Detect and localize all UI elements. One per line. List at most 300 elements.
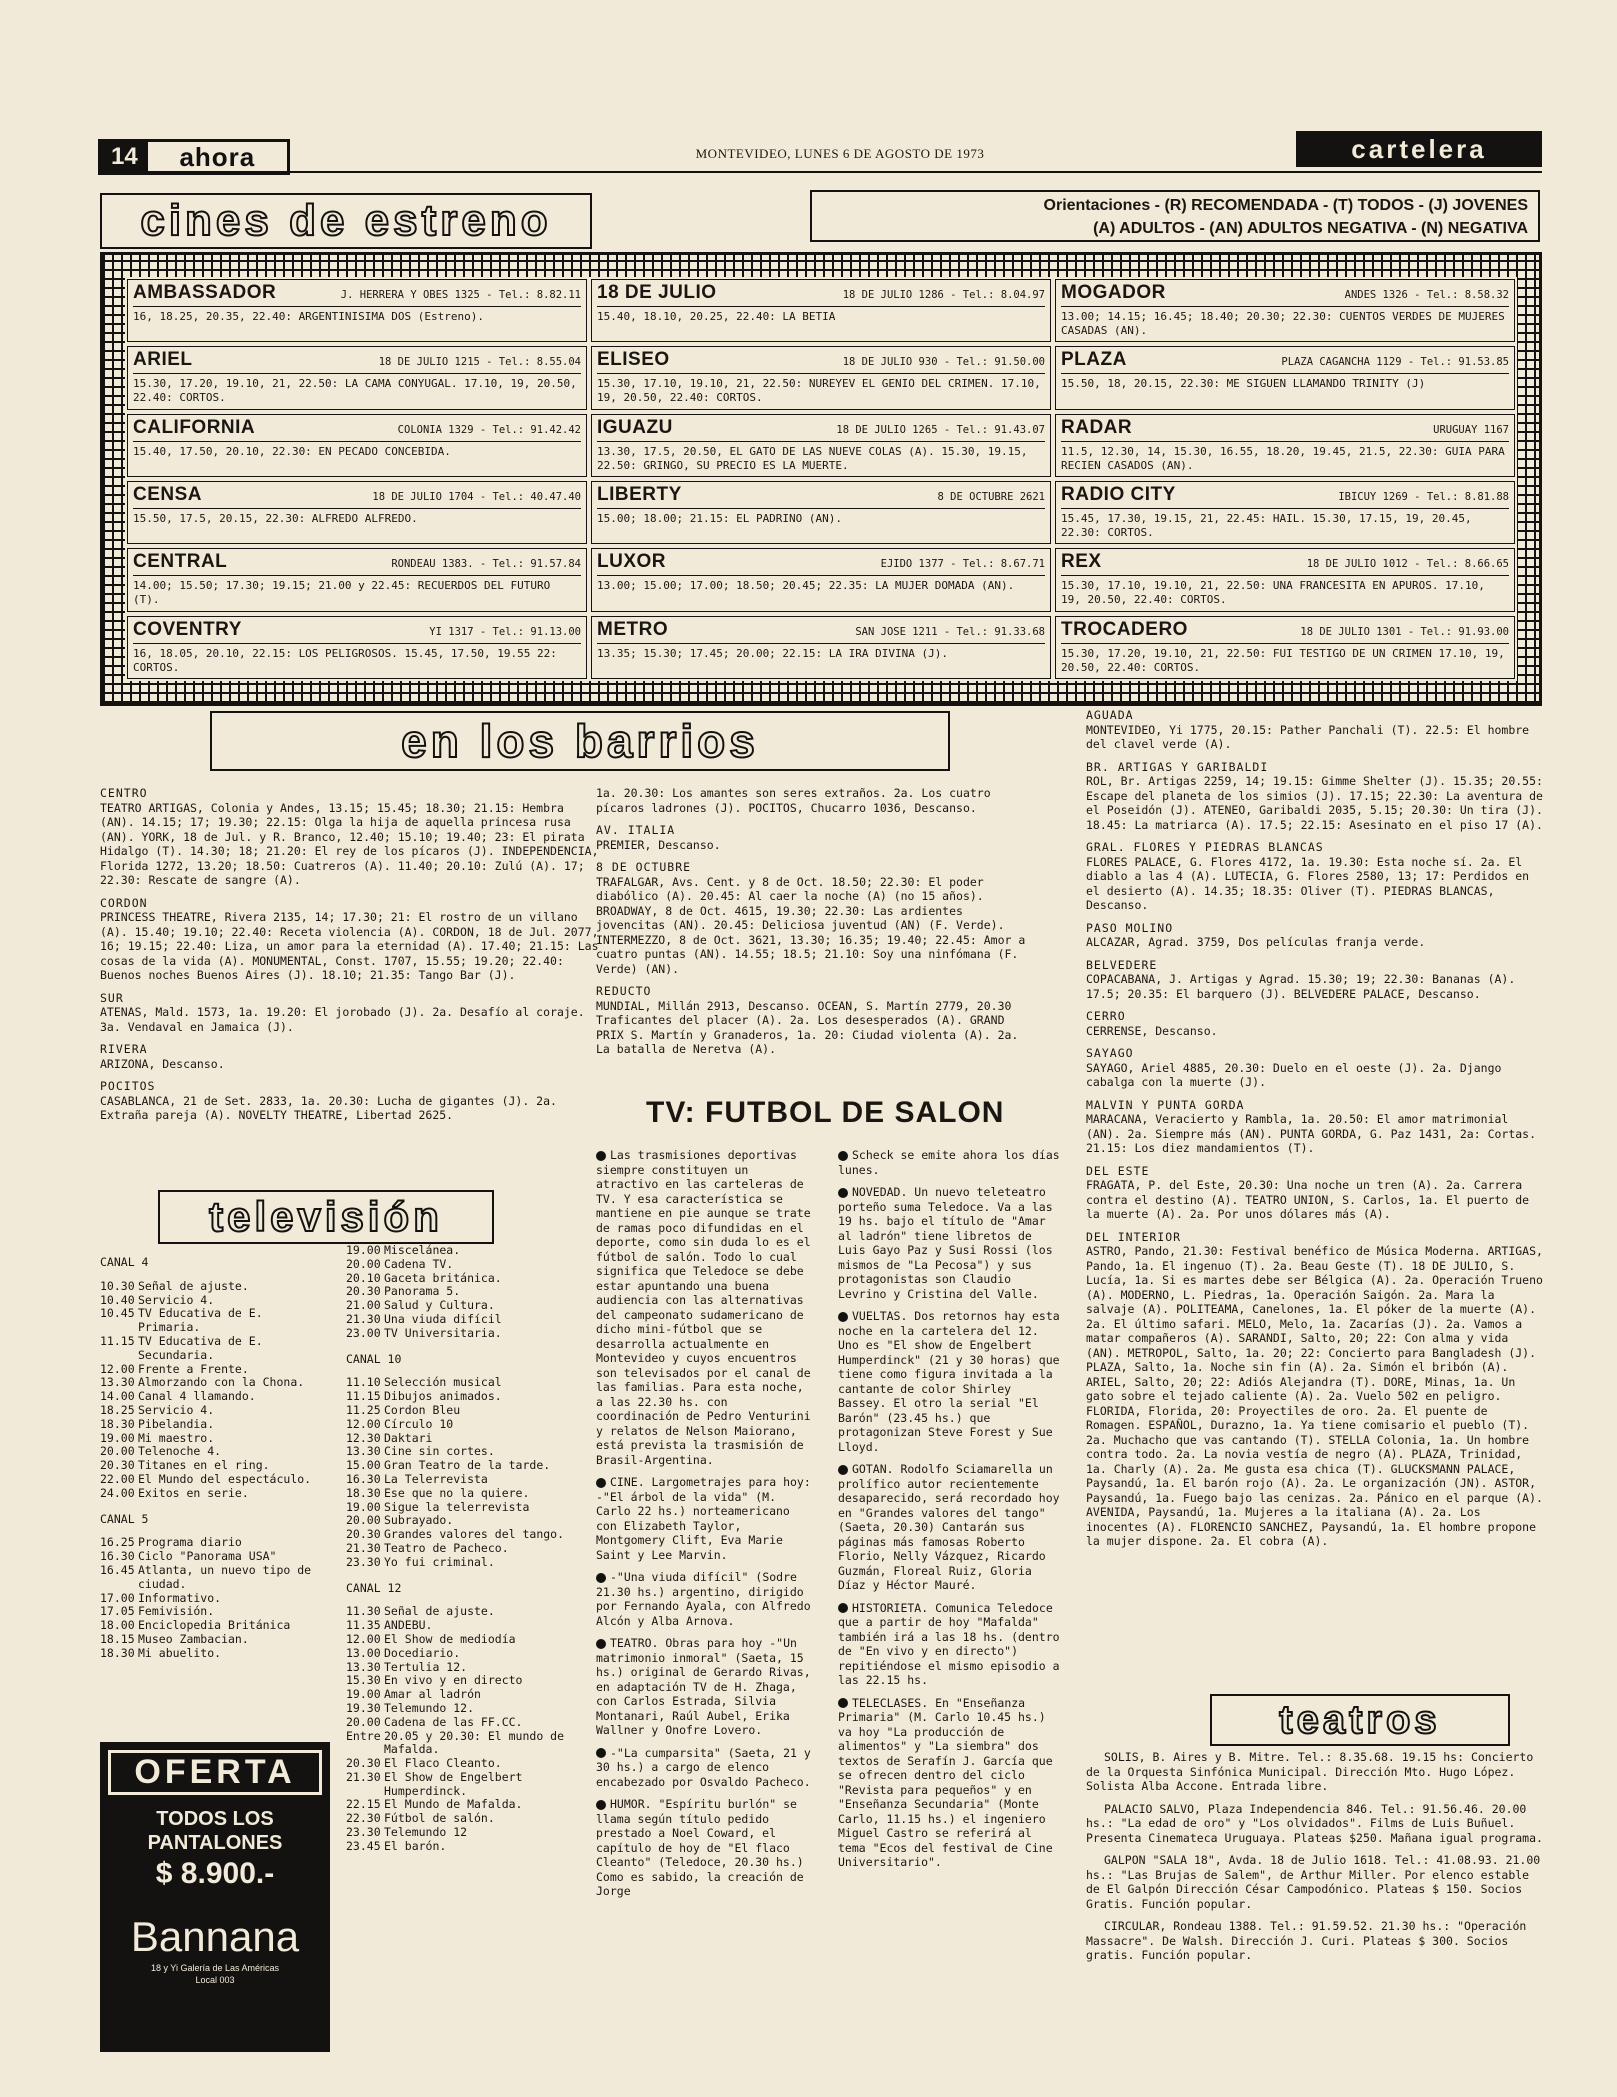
cinema-listing [127,481,587,544]
program-title: El Show de Engelbert Humperdinck. [384,1769,523,1798]
program-title: TV Educativa de E. Primaria. [138,1306,263,1335]
channel-label: CANAL 5 [100,1511,149,1526]
cinema-showtimes: 15.30, 17.20, 19.10, 21, 22.50: FUI TESTIGO DE UN CRIMEN 17.10, 19, 20.50, 22.40: CORTOS. [1061,646,1505,674]
tv-program-row [346,1771,574,1799]
tv-program-row [346,1244,574,1258]
barrio-text: ROL, Br. Artigas 2259, 14; 19.15: Gimme Shelter (J). 15.35; 20.55: Escape del planeta de los simios (J). 17.15; 22.30: La aventura de el Poseidón (J). ATENEO, Garibaldi 2035, 5.15; 20.30: Un tira (J). 18.45: La matriarca (A). 17.5; 22.15: Asesinato en el piso 17 (A). [1086,774,1543,832]
cinema-name: METRO [597,618,669,640]
article-paragraph [838,1462,1060,1593]
legend-line: Orientaciones - (R) RECOMENDADA - (T) TODOS - (J) JOVENES [1043,197,1528,214]
tv-program-row [100,1445,330,1459]
cinema-address: ANDES 1326 - Tel.: 8.58.32 [1344,289,1509,301]
program-time: 18.30 [100,1416,135,1431]
tv-listings-right [346,1244,574,1854]
cinema-address: IBICUY 1269 - Tel.: 8.81.88 [1338,491,1509,503]
tv-program-row [346,1826,574,1840]
tv-program-row [346,1702,574,1716]
cinema-showtimes: 15.00; 18.00; 21.15: EL PADRINO (AN). [597,512,843,525]
cinema-header [133,551,581,576]
barrio-section [596,984,1026,1057]
program-time: 20.00 [100,1444,135,1459]
tv-program-row [100,1473,330,1487]
program-title: Mi abuelito. [138,1645,222,1660]
barrio-text: FRAGATA, P. del Este, 20.30: Una noche un tren (A). 2a. Carrera contra el destino (A). TEATRO UNION, S. Carlos, 1a. El puerto de la muerte (A). 2a. Por unos dólares más (A). [1086,1178,1530,1221]
program-title: Grandes valores del tango. [384,1527,565,1542]
cinema-address: EJIDO 1377 - Tel.: 8.67.71 [880,558,1045,571]
cinema-address: SAN JOSE 1211 - Tel.: 91.33.68 [855,625,1045,638]
program-time: 15.00 [346,1458,381,1473]
program-time: 11.35 [346,1618,381,1633]
tv-program-row [346,1556,574,1570]
tv-program-row [100,1390,330,1404]
cinema-name: COVENTRY [133,618,242,640]
program-title: Yo fui criminal. [384,1554,495,1569]
ad-address: 18 y Yi Galería de Las Américas [150,1963,280,1973]
article-paragraph [838,1185,1060,1301]
barrio-text: CERRENSE, Descanso. [1086,1023,1218,1038]
article-text: GOTAN. Rodolfo Sciamarella un prolífico autor recientemente desaparecido, será recordado hoy en "Grandes valores del tango" (Saeta, 20.30) Cantarán sus páginas más famosas Roberto Florio, Nelly Vázquez, Ricardo Guzmán, Floreal Ruiz, Gloria Díaz y Héctor Mauré. [838,1462,1060,1592]
program-title: Mi maestro. [138,1430,215,1445]
bullet-icon [596,1478,606,1488]
article-paragraph [596,1475,816,1562]
article-text: Las trasmisiones deportivas siempre constituyen un atractivo en las carteleras de TV. Y esa característica se mantiene en pie aunque se trate de ramas poco difundidas en el deporte, como sin duda lo es el fútbol de salón. Todo lo cual significa que Teledoce se debe estar apuntando una buena audiencia con las alternativas del campeonato sudamericano de dicho mini-fútbol que se desarrolla actualmente en Montevideo y cuyos encuentros son televisados por el canal de las familias. Para esta noche, a las 22.30 hs. con coordinación de Pedro Venturini y relatos de Nelson Maiorano, está prevista la trasmisión de Brasil-Argentina. [596,1148,811,1467]
cinema-address: PLAZA CAGANCHA 1129 - Tel.: 91.53.85 [1281,356,1509,369]
cinema-showtimes: 15.50, 18, 20.15, 22.30: ME SIGUEN LLAMANDO TRINITY (J) [1061,377,1426,391]
tv-program-row [346,1840,574,1854]
cinema-header [1061,282,1509,307]
tv-program-row [100,1550,330,1564]
article-text: -"La cumparsita" (Saeta, 21 y 30 hs.) a cargo de elenco encabezado por Osvaldo Pacheco. [596,1745,811,1789]
tv-program-row [346,1285,574,1299]
barrio-section [596,786,1026,815]
tv-program-row [100,1363,330,1377]
cinema-showtimes: 11.5, 12.30, 14, 15.30, 16.55, 18.20, 19.45, 21.5, 22.30: GUIA PARA RECIEN CASADOS (AN). [1061,444,1505,472]
cinema-listing [127,279,587,342]
cinema-address: 18 DE JULIO 930 - Tel.: 91.50.00 [842,356,1045,369]
page-number-badge [98,139,290,175]
cines-grid [125,277,1517,681]
barrio-section [100,991,600,1035]
program-time: 11.10 [346,1375,381,1390]
barrio-text: TRAFALGAR, Avs. Cent. y 8 de Oct. 18.50; 22.30: El poder diabólico (A). 20.45: Al caer la noche (A) (no 15 años). BROADWAY, 8 de Oct. 4615, 19.30; 22.30: Las ardientes jovencitas (AN). 20.45: Deliciosa juventud (AN) (F. Verde). INTERMEZZO, 8 de Oct. 3621, 13.30; 16.35; 19.40; 22.45: Amor a cuatro puntas (AN). 14.55; 18.5; 21.10: Soy una ninfómana (F. Verde) (AN). [596,874,1026,976]
publication-name: ahora [179,141,256,172]
article-paragraph [838,1309,1060,1454]
cinema-listing [127,346,587,409]
tv-program-row [100,1376,330,1390]
page-number: 14 [101,142,148,172]
article-text: HUMOR. "Espíritu burlón" se llama según título pedido prestado a Noel Coward, el capítulo de hoy de "El flaco Cleanto" (Teledoce, 20.30 hs.) Como es sabido, la creación de Jorge [596,1797,804,1898]
barrio-section [1086,921,1544,950]
cinema-name: CALIFORNIA [133,416,256,438]
tv-listings-left [100,1244,330,1661]
tv-program-row [346,1812,574,1826]
cinema-header [133,417,581,442]
tv-article-column-a [596,1148,816,1907]
cinema-address: 18 DE JULIO 1286 - Tel.: 8.04.97 [842,289,1045,301]
barrio-text: ALCAZAR, Agrad. 3759, Dos películas franja verde. [1086,935,1426,949]
teatro-entry: GALPON "SALA 18", Avda. 18 de Julio 1618. Tel.: 41.08.93. 21.00 hs.: "Las Brujas de Salem", de Arthur Miller. Por elenco estable de El Galpón Dirección César Campodónico. Plateas $ 150. Socios Gratis. Función popular. [1086,1853,1541,1911]
program-title: Teatro de Pacheco. [384,1540,509,1555]
cinema-address: COLONIA 1329 - Tel.: 91.42.42 [397,423,581,436]
program-title: Cadena TV. [384,1256,454,1271]
barrio-section [1086,1098,1544,1156]
program-time: 18.00 [100,1618,135,1633]
program-title: Exitos en serie. [138,1485,249,1500]
barrio-text: FLORES PALACE, G. Flores 4172, 1a. 19.30: Esta noche sí. 2a. El diablo a las 4 (A). LUTECIA, G. Flores 2580, 13; 17: Perdidos en el desierto (A). 14.35; 18.35: Oliver (T). PIEDRAS BLANCAS, Descanso. [1086,854,1530,912]
program-time: 18.25 [100,1402,135,1417]
cinema-address: 18 DE JULIO 1012 - Tel.: 8.66.65 [1306,558,1509,571]
cinema-name: AMBASSADOR [133,282,277,303]
program-time: 22.15 [346,1797,381,1812]
tv-program-row [346,1674,574,1688]
barrio-section [1086,1230,1544,1549]
program-title: Dibujos animados. [384,1389,502,1404]
tv-program-row [346,1798,574,1812]
cinema-name: LUXOR [597,551,666,573]
program-title: Ciclo "Panorama USA" [138,1549,277,1564]
program-title: El Show de mediodía [384,1631,516,1646]
program-title: Canal 4 llamando. [138,1389,256,1404]
program-time: 13.30 [346,1444,381,1459]
barrio-section [100,896,600,983]
cines-grid-frame [100,252,1542,706]
channel-label: CANAL 12 [346,1580,402,1595]
cinema-listing [1055,279,1515,342]
tv-program-row [100,1487,330,1501]
barrio-heading: AGUADA [1086,708,1134,722]
program-time: 20.30 [346,1284,381,1299]
teatro-entry: PALACIO SALVO, Plaza Independencia 846. Tel.: 91.56.46. 20.00 hs.: "La edad de oro" y "Los olvidados". Films de Luis Buñuel. Presenta Cinemateca Uruguaya. Plateas $250. Mañana igual programa. [1086,1801,1543,1845]
cinema-showtimes: 13.30, 17.5, 20.50, EL GATO DE LAS NUEVE COLAS (A). 15.30, 19.15, 22.50: GRINGO, SU PRECIO ES LA MUERTE. [597,444,1028,472]
program-title: ANDEBU. [384,1618,433,1633]
program-title: Una viuda difícil [384,1311,502,1326]
cinema-name: 18 DE JULIO [597,282,717,303]
program-time: 21.30 [346,1769,381,1784]
program-title: Telemundo 12. [384,1700,475,1715]
tv-program-row [346,1459,574,1473]
program-title: Daktari [384,1430,433,1445]
program-time: 19.00 [346,1499,381,1514]
program-title: La Telerrevista [384,1471,488,1486]
barrio-heading: SUR [100,990,124,1005]
cinema-address: 18 DE JULIO 1215 - Tel.: 8.55.04 [378,356,581,369]
bullet-icon [596,1573,606,1583]
cinema-header [133,282,581,307]
program-title: Museo Zambacian. [138,1631,249,1646]
barrio-text: COPACABANA, J. Artigas y Agrad. 15.30; 19; 22.30: Bananas (A). 17.5; 20.35: El barquero (J). BELVEDERE PALACE, Descanso. [1086,972,1516,1001]
program-time: 10.30 [100,1278,135,1293]
tv-program-row [100,1418,330,1432]
cinema-name: RADAR [1061,416,1133,438]
cinema-header [133,349,581,374]
teatro-entry: CIRCULAR, Rondeau 1388. Tel.: 91.59.52. 21.30 hs.: "Operación Massacre". De Walsh. Dirección J. Curi. Plateas $ 300. Socios gratis. Función popular. [1086,1919,1527,1962]
cinema-showtimes: 15.40, 17.50, 20.10, 22.30: EN PECADO CONCEBIDA. [133,444,451,458]
program-title: Servicio 4. [138,1292,215,1307]
program-time: 20.30 [346,1756,381,1771]
cinema-showtimes: 15.30, 17.20, 19.10, 21, 22.50: LA CAMA CONYUGAL. 17.10, 19, 20.50, 22.40: CORTOS. [133,377,577,405]
program-title: Docediario. [384,1645,461,1660]
cinema-showtimes: 14.00; 15.50; 17.30; 19.15; 21.00 y 22.45: RECUERDOS DEL FUTURO (T). [133,579,551,607]
program-title: Amar al ladrón [384,1687,481,1702]
program-time: 12.00 [346,1416,381,1431]
cinema-name: ARIEL [133,349,193,371]
bullet-icon [596,1748,606,1758]
program-title: Cadena de las FF.CC. [384,1714,523,1729]
legend-line: (A) ADULTOS - (AN) ADULTOS NEGATIVA - (N) NEGATIVA [1093,220,1528,237]
program-time: 10.40 [100,1292,135,1307]
barrio-text: ARIZONA, Descanso. [100,1056,225,1071]
barrio-section [100,1042,600,1071]
program-time: 21.30 [346,1540,381,1555]
cinema-name: PLAZA [1061,349,1127,371]
tv-article-title: TV: FUTBOL DE SALON [646,1096,1005,1129]
cinema-address: J. HERRERA Y OBES 1325 - Tel.: 8.82.11 [340,289,581,301]
cinema-listing [1055,414,1515,477]
tv-program-row [346,1473,574,1487]
article-text: VUELTAS. Dos retornos hay esta noche en la cartelera del 12. Uno es "El show de Engelbert Humperdinck" (21 y 30 horas) que tiene como figura invitada a la cantante de color Shirley Bassey. El otro la serial "El Barón" (23.45 hs.) que protagonizan Steve Forest y Sue Lloyd. [838,1309,1060,1454]
article-text: TELECLASES. En "Enseñanza Primaria" (M. Carlo 10.45 hs.) va hoy "La producción de alimentos" y "La siembra" dos textos de Serafín J. García que se ofrecen dentro del ciclo "Revista para pequeños" y en "Enseñanza Secundaria" (Monte Carlo, 11.15 hs.) el ingeniero Miguel Castro se referirá al tema "Ecos del festival de Cine Universitario". [838,1695,1053,1869]
program-title: Panorama 5. [384,1284,461,1299]
program-title: Selección musical [384,1375,502,1390]
program-time: 17.05 [100,1604,135,1619]
bullet-icon [838,1465,848,1475]
program-time: 13.30 [100,1375,135,1390]
cinema-header [133,619,581,644]
program-time: 23.00 [346,1325,381,1340]
tv-program-row [100,1592,330,1606]
cinema-address: 18 DE JULIO 1301 - Tel.: 91.93.00 [1300,625,1509,638]
barrio-heading: PASO MOLINO [1086,920,1174,935]
cinema-address: YI 1317 - Tel.: 91.13.00 [429,625,581,638]
article-paragraph [838,1601,1060,1688]
program-title: Miscelánea. [384,1243,461,1257]
tv-program-row [100,1459,330,1473]
barrio-heading: MALVIN Y PUNTA GORDA [1086,1097,1245,1112]
program-title: Enciclopedia Británica [138,1618,291,1633]
barrios-column-1 [100,786,600,1131]
program-time: 11.15 [100,1333,135,1348]
program-title: TV Universitaria. [384,1325,502,1340]
program-title: En vivo y en directo [384,1673,523,1688]
barrio-heading: CORDON [100,895,148,910]
article-text: CINE. Largometrajes para hoy: -"El árbol de la vida" (M. Carlo 22 hs.) norteamericano con Elizabeth Taylor, Montgomery Clift, Eva Marie Saint y Lee Marvin. [596,1475,811,1562]
cinema-showtimes: 15.45, 17.30, 19.15, 21, 22.45: HAIL. 15.30, 17.15, 19, 20.45, 22.30: CORTOS. [1061,512,1472,539]
tv-program-row [346,1432,574,1446]
barrio-text: PRINCESS THEATRE, Rivera 2135, 14; 17.30; 21: El rostro de un villano (A). 15.40; 19.10; 22.40: Receta violencia (A). CORDON, 18 de Jul. 2077, 16; 19.15; 22.40: Liza, un amor para la eternidad (A). 17.40; 21.15: Las cosas de la vida (A). MONUMENTAL, Const. 1707, 15.55; 19.20; 22.40: Buenos noches Buenos Aires (J). 18.10; 21.35: Tango Bar (J). [100,910,599,982]
tv-program-row [346,1272,574,1286]
bullet-icon [596,1800,606,1810]
barrio-heading: CERRO [1086,1009,1126,1023]
tv-program-row [346,1390,574,1404]
barrio-heading: POCITOS [100,1079,156,1093]
barrio-text: ATENAS, Mald. 1573, 1a. 19.20: El jorobado (J). 2a. Desafío al coraje. 3a. Vendaval en Jamaica (J). [100,1005,585,1034]
barrio-heading: BELVEDERE [1086,957,1158,972]
tv-program-row [100,1280,330,1294]
tv-program-row [100,1564,330,1592]
cinema-header [597,417,1045,442]
tv-program-row [346,1542,574,1556]
program-time: 18.30 [346,1485,381,1500]
program-title: Almorzando con la Chona. [138,1375,305,1390]
barrio-text: ASTRO, Pando, 21.30: Festival benéfico de Música Moderna. ARTIGAS, Pando, 1a. El ingenuo (T). 2a. Beau Geste (T). 18 DE JULIO, S. Lucía, 1a. Si es martes debe ser Bélgica (A). 2a. Operación Trueno (A). MODERNO, L. Piedras, 1a. Operación Saigón. 2a. Mara la salvaje (A). POLITEAMA, Canelones, 1a. El póker de la muerte (A). 2a. El último safari. MELO, Melo, 1a. Zacarías (J). 2a. Vamos a matar compañeros (A). SARANDI, Salto, 20; 22: Con alma y vida (AN). METROPOL, Salto, 1a. 20; 22: Concierto para Bangladesh (J). PLAZA, Salto, 1a. Noche sin fin (A). 2a. Simón el bribón (A). ARIEL, Salto, 20; 22: Adiós Alejandra (T). DORE, Minas, 1a. Un gato sobre el tejado caliente (A). 2a. Vuelo 502 en peligro. FLORIDA, Florida, 20: Proyectiles de oro. 2a. El puente de Romagen. ESPAÑOL, Durazno, 1a. Ya tiene comisario el pueblo (T). 2a. Muchacho que vas cantando (T). STELLA Colonia, 1a. Un hombre contra todo. 2a. La novia vestía de negro (A). PLAZA, Trinidad, 1a. Charly (A). 2a. Me gusta esa chica (T). GLUCKSMANN PALACE, Paysandú, 1a. El barón rojo (A). 2a. Le organización (JN). ASTOR, Paysandú, 1a. Fuego bajo las cenizas. 2a. Pánico en el parque (A). AVENIDA, Paysandú, 1a. Mujeres a la italiana (A). 2a. Los inocentes (A). FLORENCIO SANCHEZ, Paysandú, 1a. El hombre propone la mujer dispone. 2a. El cobra (A). [1086,1244,1543,1548]
program-title: Femivisión. [138,1604,215,1619]
article-paragraph [838,1148,1060,1177]
ad-local: Local 003 [195,1975,235,1985]
tv-program-row [346,1619,574,1633]
bullet-icon [596,1639,606,1649]
program-time: 12.30 [346,1430,381,1445]
program-time: 21.30 [346,1311,381,1326]
tv-program-row [346,1633,574,1647]
barrio-text: SAYAGO, Ariel 4885, 20.30: Duelo en el oeste (J). 2a. Django cabalga con la muerte (J). [1086,1060,1502,1089]
cinema-header [597,349,1045,374]
barrio-heading: 8 DE OCTUBRE [596,860,692,874]
program-title: Sigue la telerrevista [384,1499,530,1514]
program-time: 22.00 [100,1471,135,1486]
ad-brand: Bannana [100,1913,330,1961]
teatro-entry: SOLIS, B. Aires y B. Mitre. Tel.: 8.35.68. 19.15 hs: Concierto de la Orquesta Sinfónica Municipal. Dirección Mto. Hugo López. Solista Alba Accone. Entrada libre. [1086,1750,1534,1793]
barrio-heading: GRAL. FLORES Y PIEDRAS BLANCAS [1086,840,1324,854]
bullet-icon [596,1151,606,1161]
program-title: Gaceta británica. [384,1270,502,1285]
cinema-address: RONDEAU 1383. - Tel.: 91.57.84 [391,558,581,571]
tv-program-row [346,1501,574,1515]
barrios-column-2 [596,786,1026,1065]
tv-program-row [346,1730,574,1758]
cinema-header [597,484,1045,509]
program-time: 20.00 [346,1714,381,1729]
program-title: Cordon Bleu [384,1402,461,1417]
ad-price: $ 8.900.- [155,1857,275,1890]
program-title: Telenoche 4. [138,1444,222,1459]
program-time: 10.45 [100,1306,135,1321]
program-title: El Mundo del espectáculo. [138,1471,312,1486]
cinema-showtimes: 15.30, 17.10, 19.10, 21, 22.50: UNA FRANCESITA EN APUROS. 17.10, 19, 20.50, 22.40: CORTOS. [1061,579,1485,607]
bullet-icon [838,1188,848,1198]
article-paragraph [596,1570,816,1628]
bullet-icon [838,1698,848,1708]
tv-program-row [100,1294,330,1308]
barrio-text: CASABLANCA, 21 de Set. 2833, 1a. 20.30: Lucha de gigantes (J). 2a. Extraña pareja (A). NOVELTY THEATRE, Libertad 2625. [100,1093,557,1122]
program-time: 16.30 [100,1549,135,1564]
cinema-listing [591,548,1051,611]
article-text: HISTORIETA. Comunica Teledoce que a partir de hoy "Mafalda" también irá a las 18 hs. (dentro de "En vivo y en directo") repitiéndose el mismo episodio a las 22.15 hs. [838,1600,1060,1687]
cinema-name: TROCADERO [1061,618,1188,640]
program-time: 20.00 [346,1513,381,1528]
barrio-text: MUNDIAL, Millán 2913, Descanso. OCEAN, S. Martín 2779, 20.30 Traficantes del placer (A). 2a. Los desesperados (A). GRAND PRIX S. Martín y Granaderos, 1a. 20: Ciudad violenta (A). 2a. La batalla de Neretva (A). [596,998,1019,1056]
program-time: 19.00 [346,1687,381,1702]
article-text: -"Una viuda difícil" (Sodre 21.30 hs.) argentino, dirigido por Fernando Ayala, con Alfredo Alcón y Alba Arnova. [596,1570,811,1628]
article-paragraph [596,1148,816,1467]
cinema-listing [127,548,587,611]
program-title: Señal de ajuste. [384,1604,495,1619]
barrio-heading: REDUCTO [596,984,652,998]
program-title: El Flaco Cleanto. [384,1756,502,1771]
tv-program-row [346,1404,574,1418]
bullet-icon [838,1603,848,1613]
barrio-text: MONTEVIDEO, Yi 1775, 20.15: Pather Panchali (T). 22.5: El hombre del clavel verde (A). [1086,722,1530,751]
barrio-text: PREMIER, Descanso. [596,837,721,852]
tv-program-row [346,1487,574,1501]
cinema-address: 18 DE JULIO 1265 - Tel.: 91.43.07 [836,423,1045,436]
program-time: 21.00 [346,1298,381,1313]
tv-program-row [346,1313,574,1327]
barrio-section [1086,958,1544,1002]
cinema-header [1061,551,1509,576]
barrio-section [1086,1164,1544,1222]
article-text: NOVEDAD. Un nuevo teleteatro porteño suma Teledoce. Va a las 19 hs. bajo el título de "Amar al ladrón" tiene libretos de Luis Gayo Paz y Susi Rossi (los mismos de "La Pecosa") y sus protagonistas son Claudio Levrino y Cristina del Valle. [838,1185,1053,1301]
program-title: Atlanta, un nuevo tipo de ciudad. [138,1562,312,1591]
ad-line-2: PANTALONES [147,1832,283,1854]
program-title: Informativo. [138,1590,222,1605]
program-time: 16.25 [100,1535,135,1550]
article-paragraph [596,1797,816,1899]
cinema-name: LIBERTY [597,484,682,505]
program-title: Programa diario [138,1535,242,1550]
program-title: Señal de ajuste. [138,1278,249,1293]
cinema-listing [127,616,587,679]
program-time: 23.45 [346,1838,381,1853]
cinema-name: MOGADOR [1061,282,1166,303]
tv-program-row [346,1418,574,1432]
cinema-showtimes: 15.40, 18.10, 20.25, 22.40: LA BETIA [597,310,836,323]
tv-program-row [346,1716,574,1730]
cinema-showtimes: 13.35; 15.30; 17.45; 20.00; 22.15: LA IRA DIVINA (J). [597,646,948,660]
tv-program-row [346,1647,574,1661]
barrio-text: 1a. 20.30: Los amantes son seres extraños. 2a. Los cuatro pícaros ladrones (J). POCITOS, Chucarro 1036, Descanso. [596,786,991,815]
program-time: 15.30 [346,1673,381,1688]
barrio-text: TEATRO ARTIGAS, Colonia y Andes, 13.15; 15.45; 18.30; 21.15: Hembra (AN). 14.15; 17; 19.30; 22.15: Olga la hija de aquella princesa rusa (AN). YORK, 18 de Jul. y R. Branco, 12.40; 15.10; 19.40; 23: El pirata Hidalgo (T). 14.30; 18; 21.20: El rey de los pícaros (J). INDEPENDENCIA, Florida 1272, 13.20; 18.50: Cuatreros (A). 11.40; 20.10: Zulú (A). 17; 22.30: Rescate de sangre (A). [100,800,599,887]
barrio-section [1086,1046,1544,1090]
dateline: MONTEVIDEO, LUNES 6 DE AGOSTO DE 1973 [695,146,985,161]
article-paragraph [596,1636,816,1738]
cinema-listing [1055,346,1515,409]
cinema-name: ELISEO [597,349,670,371]
barrio-heading: SAYAGO [1086,1046,1134,1060]
cinema-showtimes: 13.00; 14.15; 16.45; 18.40; 20.30; 22.30: CUENTOS VERDES DE MUJERES CASADAS (AN). [1061,310,1505,337]
cinema-address: URUGUAY 1167 [1433,423,1509,436]
cinema-header [597,619,1045,644]
program-title: Servicio 4. [138,1402,215,1417]
cinema-showtimes: 15.50, 17.5, 20.15, 22.30: ALFREDO ALFREDO. [133,512,418,525]
program-title: El barón. [384,1838,447,1853]
cinema-listing [127,414,587,477]
barrio-heading: CENTRO [100,786,148,800]
channel-label: CANAL 4 [100,1255,149,1269]
program-time: 11.15 [346,1389,381,1404]
tv-program-row [100,1647,330,1661]
program-title: Titanes en el ring. [138,1458,270,1473]
barrios-column-3 [1086,708,1544,1557]
tv-program-row [346,1258,574,1272]
tv-program-row [100,1536,330,1550]
cinema-listing [1055,548,1515,611]
tv-program-row [346,1688,574,1702]
program-title: Ese que no la quiere. [384,1485,530,1500]
program-title: Cine sin cortes. [384,1444,495,1459]
program-time: 11.25 [346,1402,381,1417]
cines-title: cines de estreno [100,193,592,249]
cinema-showtimes: 16, 18.05, 20.10, 22.15: LOS PELIGROSOS. 15.45, 17.50, 19.55 22: CORTOS. [133,646,557,674]
tv-program-row [100,1432,330,1446]
barrio-heading: DEL ESTE [1086,1163,1150,1178]
program-time: 16.30 [346,1471,381,1486]
barrio-section [100,786,600,888]
tv-program-row [100,1404,330,1418]
program-title: El Mundo de Mafalda. [384,1797,523,1812]
tv-program-row [346,1605,574,1619]
program-time: 19.30 [346,1700,381,1715]
